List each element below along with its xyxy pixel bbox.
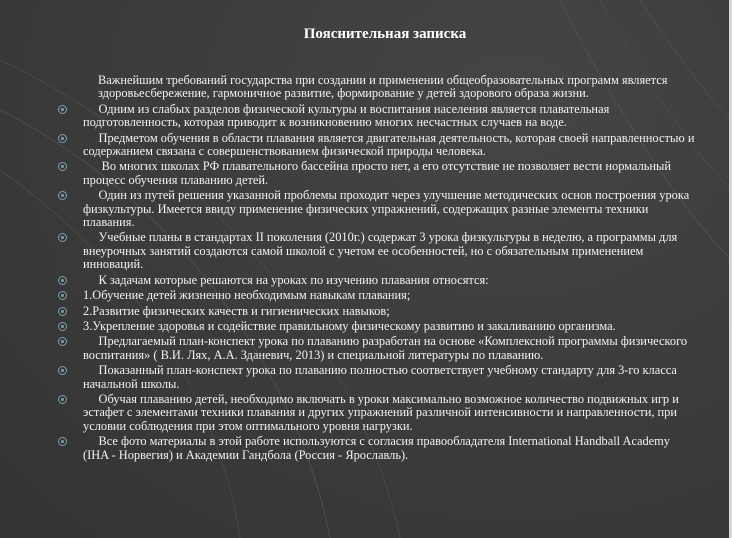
bullet-icon (58, 276, 67, 285)
bullet-icon (58, 395, 67, 404)
paragraph (58, 335, 698, 362)
paragraph-text: Одним из слабых разделов физической культуры и воспитания населения является плавательная подготовленность, которая приводит к возникновению многих несчастных случаев на воде. (83, 101, 613, 130)
bullet-icon (58, 134, 67, 143)
paragraph-text: Предлагаемый план-конспект урока по плаванию разработан на основе «Комплексной программы физического воспитания» ( В.И. Лях, А.А. Зданевич, 2013) и специальной литературы по плаванию. (83, 334, 691, 362)
bullet-icon (58, 366, 67, 375)
paragraph-text: Все фото материалы в этой работе используются с согласия правообладателя International Handball Academy (IHA - Норвегия) и Академии Гандбола (Россия - Ярославль). (83, 434, 674, 462)
paragraph (58, 393, 698, 433)
paragraph (58, 74, 698, 101)
bullet-icon (58, 291, 67, 300)
paragraph (58, 320, 698, 333)
paragraph (58, 231, 698, 271)
paragraph (58, 364, 698, 391)
paragraph-text: 3.Укрепление здоровья и содействие правильному физическому развитию и закаливанию организма. (83, 318, 616, 333)
paragraph-text: Показанный план-конспект урока по плаванию полностью соответствует учебному стандарту для 3-го класса начальной школы. (83, 363, 680, 391)
paragraph (58, 160, 698, 187)
paragraph-text: 2.Развитие физических качеств и гигиенических навыков; (83, 303, 390, 318)
bullet-icon (58, 322, 67, 331)
page-title: Пояснительная записка (303, 26, 467, 42)
paragraph-text: Во многих школах РФ плавательного бассейна просто нет, а его отсутствие не позволяет вести нормальный процесс обучения плаванию детей. (83, 159, 675, 187)
paragraph-text: К задачам которые решаются на уроках по изучению плавания относятся: (83, 272, 489, 287)
paragraph-text: Важнейшим требований государства при создании и применении общеобразовательных программ является здоровьесбережение, гармоничное развитие, формирование у детей здорового образа жизни. (98, 73, 671, 101)
paragraph-text: Один из путей решения указанной проблемы проходит через улучшение методических основ построения урока физкультуры. Имеется ввиду применение физических упражнений, содержащих разные элементы техники плавания. (83, 188, 693, 230)
paragraph (58, 103, 698, 130)
paragraph (58, 274, 698, 287)
bullet-icon (58, 437, 67, 446)
paragraph-text: 1.Обучение детей жизненно необходимым навыкам плавания; (83, 288, 411, 303)
paragraph (58, 189, 698, 229)
paragraph (58, 435, 698, 462)
bullet-icon (58, 191, 67, 200)
paragraph-text: Учебные планы в стандартах II поколения (2010г.) содержат 3 урока физкультуры в неделю, а программы для внеурочных занятий создаются самой школой с учетом ее особенностей, но с обязательным применением инноваций. (83, 230, 681, 272)
paragraph (58, 305, 698, 318)
paragraph-text: Предметом обучения в области плавания является двигательная деятельность, которая своей направленностью и содержанием связана с совершенствованием физической природы человека. (83, 130, 698, 159)
bullet-icon (58, 105, 67, 114)
bullet-icon (58, 337, 67, 346)
bullet-icon (58, 233, 67, 242)
paragraph (58, 289, 698, 302)
bullet-icon (58, 307, 67, 316)
bullet-icon (58, 162, 67, 171)
paragraph (58, 132, 698, 159)
paragraph-text: Обучая плаванию детей, необходимо включать в уроки максимально возможное количество подвижных игр и эстафет с элементами техники плавания и других упражнений различной интенсивности и направленности, при условии соблюдения при этом оптимального уровня нагрузки. (83, 391, 682, 433)
text-body (58, 74, 698, 464)
